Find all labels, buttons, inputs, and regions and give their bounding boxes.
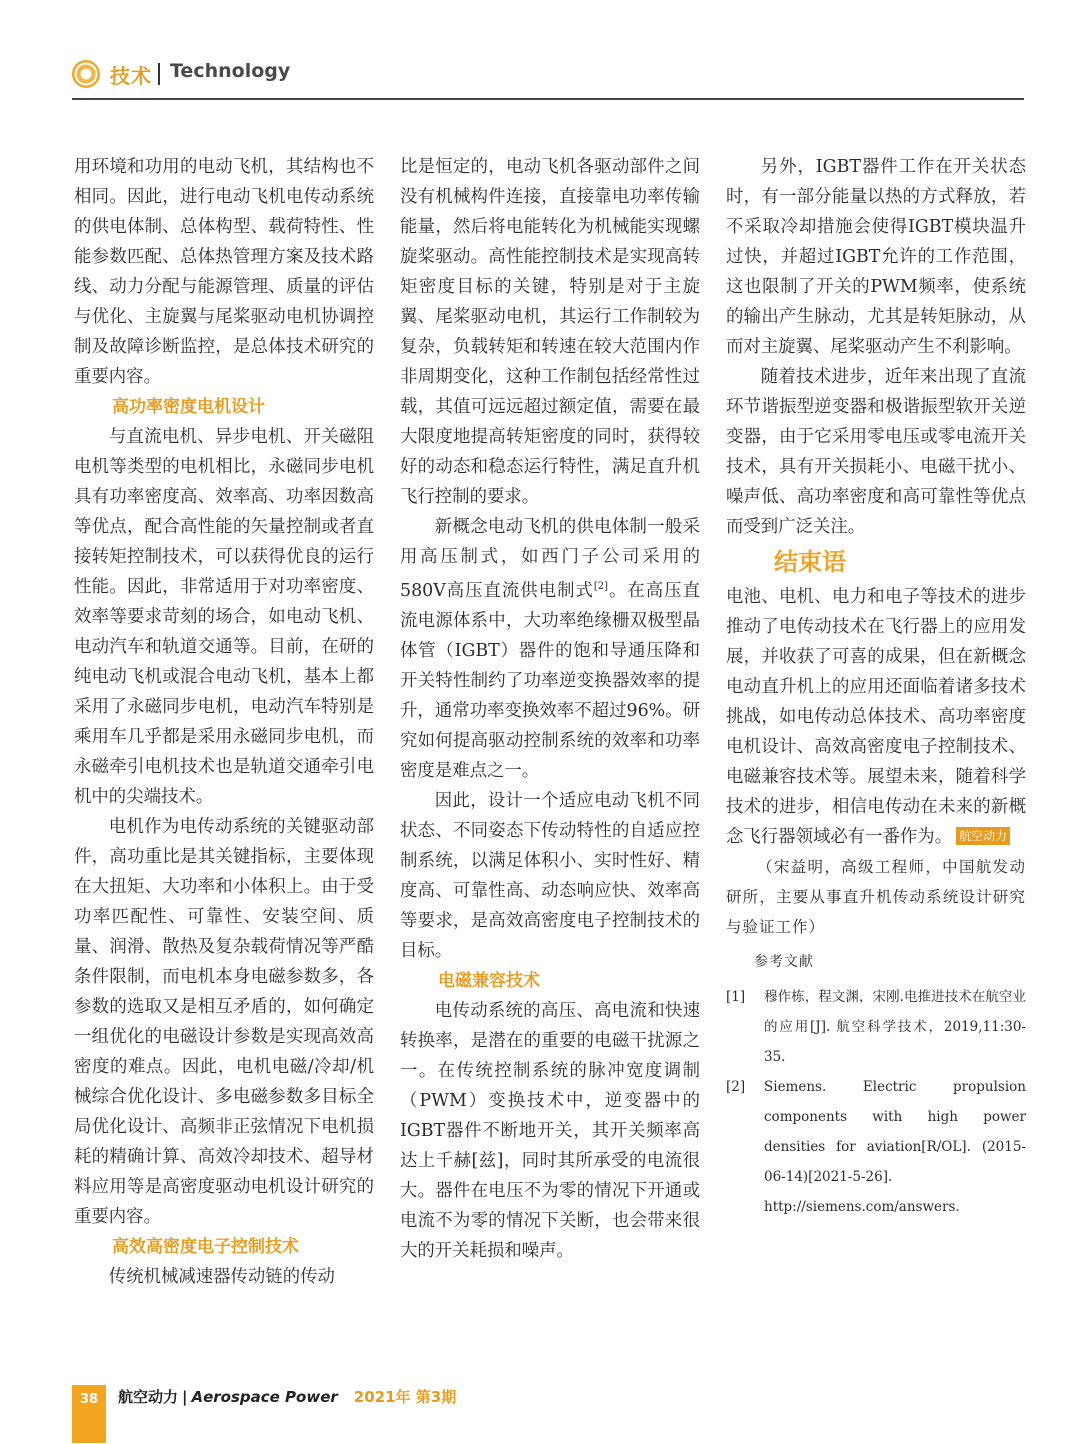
- header-rule: [72, 98, 1024, 100]
- magazine-name-en: Aerospace Power: [191, 1388, 338, 1406]
- paragraph: 与直流电机、异步电机、开关磁阻电机等类型的电机相比，永磁同步电机具有功率密度高、效率高、功率因数高等优点，配合高性能的矢量控制或者直接转矩控制技术，可以获得优良的运行性能。因此，非常适用于对功率密度、效率等要求苛刻的场合，如电动飞机、电动汽车和轨道交通等。目前，在研的纯电动飞机或混合电动飞机，基本上都采用了永磁同步电机，电动汽车特别是乘用车几乎都是采用永磁同步电机，而永磁牵引电机技术也是轨道交通牵引电机中的尖端技术。: [74, 427, 374, 807]
- subheading-motor-design: 高功率密度电机设计: [112, 397, 265, 417]
- page-number: 38: [72, 1385, 106, 1443]
- page-header: [72, 56, 1024, 100]
- column-middle: [400, 152, 700, 1266]
- reference-item: [726, 982, 1026, 1072]
- paragraph-text: 。在高压直流电源体系中，大功率绝缘栅双极型晶体管（IGBT）器件的饱和导通压降和开关特性制约了功率逆变换器效率的提升，通常功率变换效率不超过96%。研究如何提高驱动控制系统的效率和功率密度是难点之一。: [400, 580, 700, 781]
- issue-label: 2021年 第3期: [353, 1388, 457, 1406]
- author-note: （宋益明，高级工程师，中国航发动研所，主要从事直升机传动系统设计研究与验证工作）: [726, 858, 1026, 936]
- paragraph: 用环境和功用的电动飞机，其结构也不相同。因此，进行电动飞机电传动系统的供电体制、总体构型、载荷特性、性能参数匹配、总体热管理方案及技术路线、动力分配与能源管理、质量的评估与优化、主旋翼与尾桨驱动电机协调控制及故障诊断监控，是总体技术研究的重要内容。: [74, 157, 374, 387]
- paragraph: 随着技术进步，近年来出现了直流环节谐振型逆变器和极谐振型软开关逆变器，由于它采用零电压或零电流开关技术，具有开关损耗小、电磁干扰小、噪声低、高功率密度和高可靠性等优点而受到广泛关注。: [726, 367, 1026, 537]
- section-logo-icon: [72, 60, 100, 88]
- paragraph: 电传动系统的高压、高电流和快速转换率，是潜在的重要的电磁干扰源之一。在传统控制系统的脉冲宽度调制（PWM）变换技术中，逆变器中的IGBT器件不断地开关，其开关频率高达上千赫[兹]，同时其所承受的电流很大。器件在电压不为零的情况下开通或电流不为零的情况下关断，也会带来很大的开关耗损和噪声。: [400, 1000, 700, 1261]
- column-right: [726, 152, 1026, 1222]
- subheading-emc: 电磁兼容技术: [438, 970, 540, 991]
- reference-text: Siemens. Electric propulsion components with high power densities for aviation[R/OL]. (2015-06-14)[2021-5-26]. http://siemens.com/answers.: [764, 1079, 1026, 1215]
- page-footer: [72, 1385, 672, 1443]
- paragraph: 因此，设计一个适应电动飞机不同状态、不同姿态下传动特性的自适应控制系统，以满足体积小、实时性好、精度高、可靠性高、动态响应快、效率高等要求，是高效高密度电子控制技术的目标。: [400, 790, 700, 961]
- footer-text: [118, 1385, 456, 1409]
- reference-item: [726, 1072, 1026, 1222]
- paragraph: [726, 582, 1026, 852]
- header-separator: [158, 63, 160, 85]
- reference-number: [2]: [726, 1079, 746, 1095]
- citation-ref[interactable]: [2]: [593, 581, 609, 592]
- end-mark-badge: 航空动力: [956, 827, 1010, 845]
- section-title-zh: 技术: [110, 64, 152, 88]
- references-title: 参考文献: [754, 954, 814, 970]
- footer-separator: |: [182, 1388, 188, 1406]
- paragraph-text: 电池、电机、电力和电子等技术的进步推动了电传动技术在飞行器上的应用发展，并收获了可喜的成果，但在新概念电动直升机上的应用还面临着诸多技术挑战，如电传动总体技术、高功率密度电机设计、高效高密度电子控制技术、电磁兼容技术等。展望未来，随着科学技术的进步，相信电传动在未来的新概念飞行器领域必有一番作为。: [726, 587, 1026, 847]
- subheading-electronic-control: 高效高密度电子控制技术: [112, 1237, 299, 1257]
- section-title-en: Technology: [170, 60, 291, 82]
- paragraph: 比是恒定的，电动飞机各驱动部件之间没有机械构件连接，直接靠电功率传输能量，然后将电能转化为机械能实现螺旋桨驱动。高性能控制技术是实现高转矩密度目标的关键，特别是对于主旋翼、尾桨驱动电机，其运行工作制较为复杂，负载转矩和转速在较大范围内作非周期变化，这种工作制包括经常性过载，其值可远远超过额定值，需要在最大限度地提高转矩密度的同时，获得较好的动态和稳态运行特性，满足直升机飞行控制的要求。: [400, 157, 700, 507]
- paragraph: [400, 512, 700, 786]
- magazine-name-zh: 航空动力: [118, 1388, 179, 1406]
- conclusion-heading: 结束语: [774, 548, 846, 576]
- paragraph-text: 新概念电动飞机的供电体制一般采用高压制式，如西门子公司采用的580V高压直流供电制式: [400, 517, 700, 601]
- paragraph: 传统机械减速器传动链的传动: [108, 1267, 335, 1287]
- paragraph: 另外，IGBT器件工作在开关状态时，有一部分能量以热的方式释放，若不采取冷却措施会使得IGBT模块温升过快，并超过IGBT允许的工作范围，这也限制了开关的PWM频率，使系统的输出产生脉动，尤其是转矩脉动，从而对主旋翼、尾桨驱动产生不利影响。: [726, 157, 1026, 357]
- reference-text: 穆作栋，程文渊，宋刚.电推进技术在航空业的应用[J]. 航空科学技术，2019,11:30-35.: [764, 989, 1026, 1065]
- column-left: [74, 152, 374, 1292]
- paragraph: 电机作为电传动系统的关键驱动部件，高功重比是其关键指标，主要体现在大扭矩、大功率和小体积上。由于受功率匹配性、可靠性、安装空间、质量、润滑、散热及复杂载荷情况等严酷条件限制，而电机本身电磁参数多，各参数的选取又是相互矛盾的，如何确定一组优化的电磁设计参数是实现高效高密度的难点。因此，电机电磁/冷却/机械综合优化设计、多电磁参数多目标全局优化设计、高频非正弦情况下电机损耗的精确计算、高效冷却技术、超导材料应用等是高密度驱动电机设计研究的重要内容。: [74, 817, 374, 1227]
- reference-number: [1]: [726, 989, 746, 1005]
